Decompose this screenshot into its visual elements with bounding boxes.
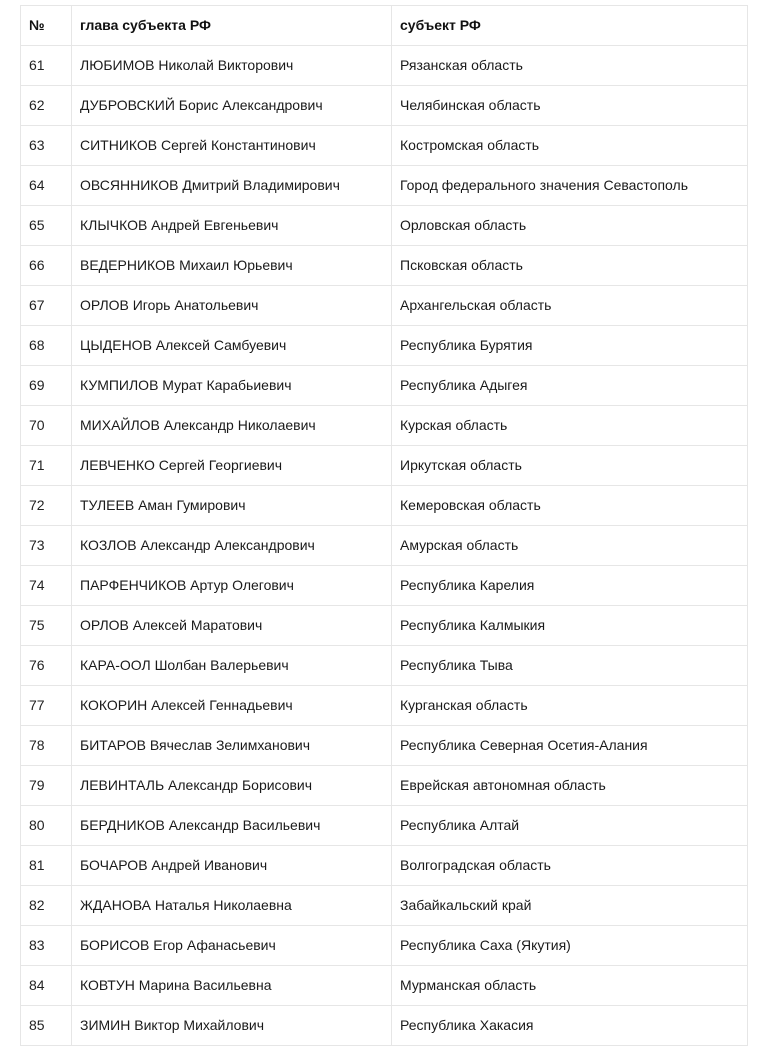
table-row bbox=[21, 286, 748, 326]
cell-number: 83 bbox=[21, 926, 72, 966]
cell-number: 78 bbox=[21, 726, 72, 766]
cell-number: 63 bbox=[21, 126, 72, 166]
cell-head-name: СИТНИКОВ Сергей Константинович bbox=[72, 126, 392, 166]
cell-subject-name: Курганская область bbox=[392, 686, 748, 726]
cell-number: 69 bbox=[21, 366, 72, 406]
cell-subject-name: Волгоградская область bbox=[392, 846, 748, 886]
cell-subject-name: Костромская область bbox=[392, 126, 748, 166]
cell-subject-name: Республика Калмыкия bbox=[392, 606, 748, 646]
cell-number: 76 bbox=[21, 646, 72, 686]
cell-head-name: МИХАЙЛОВ Александр Николаевич bbox=[72, 406, 392, 446]
cell-head-name: БЕРДНИКОВ Александр Васильевич bbox=[72, 806, 392, 846]
table-row bbox=[21, 726, 748, 766]
cell-head-name: КОКОРИН Алексей Геннадьевич bbox=[72, 686, 392, 726]
cell-number: 70 bbox=[21, 406, 72, 446]
table-row bbox=[21, 926, 748, 966]
cell-head-name: ЗИМИН Виктор Михайлович bbox=[72, 1006, 392, 1046]
cell-head-name: ЛЕВИНТАЛЬ Александр Борисович bbox=[72, 766, 392, 806]
table-row bbox=[21, 966, 748, 1006]
cell-head-name: ВЕДЕРНИКОВ Михаил Юрьевич bbox=[72, 246, 392, 286]
table-header bbox=[21, 6, 748, 46]
cell-number: 79 bbox=[21, 766, 72, 806]
cell-subject-name: Челябинская область bbox=[392, 86, 748, 126]
table-row bbox=[21, 526, 748, 566]
cell-number: 82 bbox=[21, 886, 72, 926]
table-row bbox=[21, 166, 748, 206]
cell-head-name: ОРЛОВ Игорь Анатольевич bbox=[72, 286, 392, 326]
table-row bbox=[21, 326, 748, 366]
table-row bbox=[21, 686, 748, 726]
cell-number: 77 bbox=[21, 686, 72, 726]
cell-subject-name: Амурская область bbox=[392, 526, 748, 566]
cell-head-name: ПАРФЕНЧИКОВ Артур Олегович bbox=[72, 566, 392, 606]
column-header-head: глава субъекта РФ bbox=[72, 6, 392, 46]
cell-number: 74 bbox=[21, 566, 72, 606]
cell-subject-name: Республика Бурятия bbox=[392, 326, 748, 366]
table-row bbox=[21, 886, 748, 926]
cell-head-name: ТУЛЕЕВ Аман Гумирович bbox=[72, 486, 392, 526]
cell-head-name: ЖДАНОВА Наталья Николаевна bbox=[72, 886, 392, 926]
cell-subject-name: Иркутская область bbox=[392, 446, 748, 486]
cell-subject-name: Рязанская область bbox=[392, 46, 748, 86]
column-header-subject: субъект РФ bbox=[392, 6, 748, 46]
cell-head-name: КУМПИЛОВ Мурат Карабьиевич bbox=[72, 366, 392, 406]
cell-number: 65 bbox=[21, 206, 72, 246]
cell-subject-name: Забайкальский край bbox=[392, 886, 748, 926]
table-row bbox=[21, 406, 748, 446]
cell-head-name: КОЗЛОВ Александр Александрович bbox=[72, 526, 392, 566]
cell-number: 62 bbox=[21, 86, 72, 126]
cell-number: 61 bbox=[21, 46, 72, 86]
cell-head-name: БИТАРОВ Вячеслав Зелимханович bbox=[72, 726, 392, 766]
cell-subject-name: Кемеровская область bbox=[392, 486, 748, 526]
cell-head-name: ЛЕВЧЕНКО Сергей Георгиевич bbox=[72, 446, 392, 486]
cell-number: 85 bbox=[21, 1006, 72, 1046]
cell-subject-name: Еврейская автономная область bbox=[392, 766, 748, 806]
cell-head-name: КОВТУН Марина Васильевна bbox=[72, 966, 392, 1006]
cell-head-name: ОРЛОВ Алексей Маратович bbox=[72, 606, 392, 646]
cell-number: 68 bbox=[21, 326, 72, 366]
cell-number: 67 bbox=[21, 286, 72, 326]
cell-subject-name: Республика Саха (Якутия) bbox=[392, 926, 748, 966]
table-row bbox=[21, 1006, 748, 1046]
table-row bbox=[21, 46, 748, 86]
cell-number: 66 bbox=[21, 246, 72, 286]
cell-number: 75 bbox=[21, 606, 72, 646]
cell-subject-name: Республика Тыва bbox=[392, 646, 748, 686]
table-row bbox=[21, 566, 748, 606]
cell-number: 73 bbox=[21, 526, 72, 566]
cell-subject-name: Архангельская область bbox=[392, 286, 748, 326]
table-row bbox=[21, 86, 748, 126]
cell-number: 81 bbox=[21, 846, 72, 886]
cell-subject-name: Республика Алтай bbox=[392, 806, 748, 846]
cell-head-name: ОВСЯННИКОВ Дмитрий Владимирович bbox=[72, 166, 392, 206]
cell-subject-name: Республика Карелия bbox=[392, 566, 748, 606]
cell-head-name: КАРА-ООЛ Шолбан Валерьевич bbox=[72, 646, 392, 686]
table-row bbox=[21, 486, 748, 526]
cell-subject-name: Мурманская область bbox=[392, 966, 748, 1006]
table-row bbox=[21, 126, 748, 166]
cell-subject-name: Орловская область bbox=[392, 206, 748, 246]
header-row bbox=[21, 6, 748, 46]
table-row bbox=[21, 206, 748, 246]
cell-subject-name: Город федерального значения Севастополь bbox=[392, 166, 748, 206]
table-row bbox=[21, 366, 748, 406]
cell-number: 84 bbox=[21, 966, 72, 1006]
cell-number: 64 bbox=[21, 166, 72, 206]
cell-head-name: ЦЫДЕНОВ Алексей Самбуевич bbox=[72, 326, 392, 366]
table-row bbox=[21, 246, 748, 286]
table-row bbox=[21, 846, 748, 886]
table-row bbox=[21, 446, 748, 486]
cell-number: 72 bbox=[21, 486, 72, 526]
cell-subject-name: Псковская область bbox=[392, 246, 748, 286]
table-row bbox=[21, 606, 748, 646]
table-row bbox=[21, 646, 748, 686]
cell-subject-name: Республика Хакасия bbox=[392, 1006, 748, 1046]
column-header-number: № bbox=[21, 6, 72, 46]
cell-subject-name: Республика Адыгея bbox=[392, 366, 748, 406]
cell-head-name: БОРИСОВ Егор Афанасьевич bbox=[72, 926, 392, 966]
regional-heads-table bbox=[20, 5, 748, 1046]
heads-table-container bbox=[20, 5, 747, 1046]
cell-head-name: КЛЫЧКОВ Андрей Евгеньевич bbox=[72, 206, 392, 246]
table-row bbox=[21, 766, 748, 806]
cell-head-name: ЛЮБИМОВ Николай Викторович bbox=[72, 46, 392, 86]
cell-subject-name: Республика Северная Осетия-Алания bbox=[392, 726, 748, 766]
cell-head-name: БОЧАРОВ Андрей Иванович bbox=[72, 846, 392, 886]
cell-subject-name: Курская область bbox=[392, 406, 748, 446]
cell-number: 80 bbox=[21, 806, 72, 846]
table-row bbox=[21, 806, 748, 846]
table-body bbox=[21, 46, 748, 1046]
cell-head-name: ДУБРОВСКИЙ Борис Александрович bbox=[72, 86, 392, 126]
cell-number: 71 bbox=[21, 446, 72, 486]
